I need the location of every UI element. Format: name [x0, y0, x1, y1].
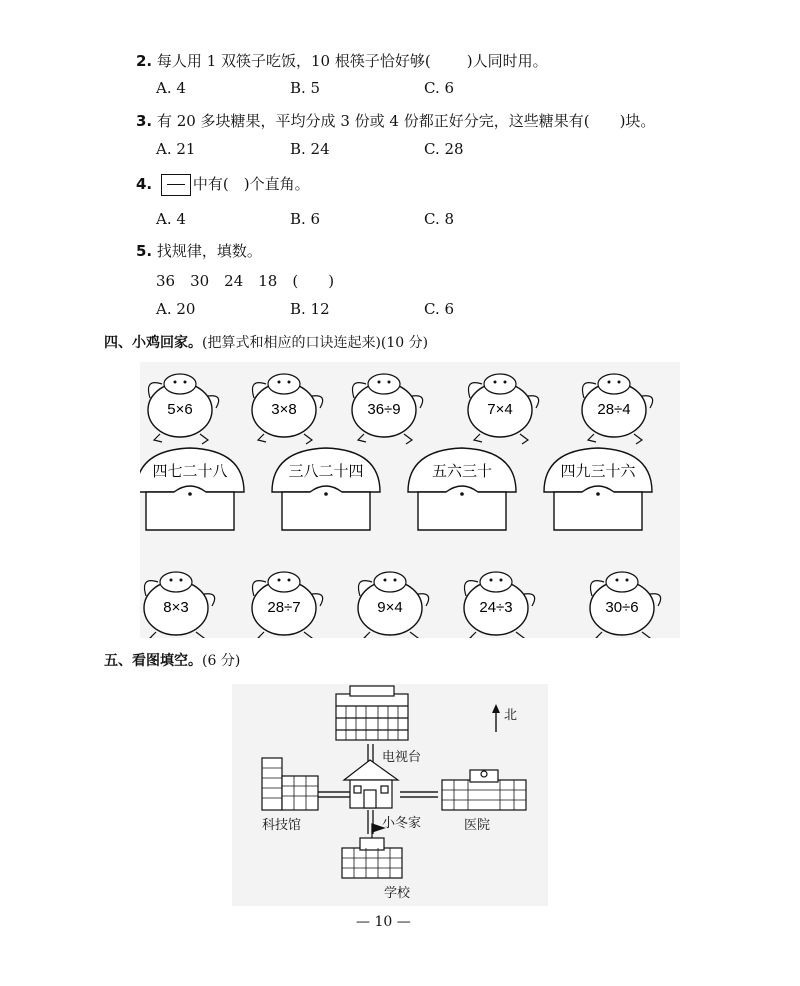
- chick-foot-icon: [474, 434, 482, 442]
- chick-head-icon: [268, 572, 300, 592]
- chick-head-icon: [160, 572, 192, 592]
- house-dot-icon: [460, 492, 464, 496]
- science-museum-building-icon: [262, 758, 318, 810]
- chick-head-icon: [268, 374, 300, 394]
- chick-foot-icon: [520, 434, 528, 444]
- chick-formula: 24÷3: [479, 599, 513, 616]
- section-title: 五、看图填空。: [104, 653, 202, 669]
- chick-head-icon: [374, 572, 406, 592]
- tv-station-label: 电视台: [382, 750, 422, 765]
- house-card[interactable]: [272, 448, 380, 530]
- science-museum-label: 科技馆: [262, 818, 302, 833]
- chick-formula: 36÷9: [367, 401, 401, 418]
- chick-foot-icon: [154, 434, 162, 442]
- chick-card[interactable]: [144, 572, 215, 638]
- chick-eye-icon: [388, 381, 391, 384]
- chick-foot-icon: [196, 632, 204, 638]
- question-number: 3.: [136, 112, 153, 130]
- chick-house-matching-area: [140, 362, 680, 638]
- house-dot-icon: [596, 492, 600, 496]
- chick-eye-icon: [384, 579, 387, 582]
- chick-formula: 5×6: [167, 401, 193, 418]
- chick-head-icon: [368, 374, 400, 394]
- chick-foot-icon: [258, 632, 266, 638]
- chick-formula: 28÷7: [267, 599, 301, 616]
- option-a: A. 21: [156, 140, 196, 158]
- chick-foot-icon: [150, 632, 158, 638]
- rectangle-figure: [161, 174, 191, 196]
- chick-card[interactable]: [464, 572, 535, 638]
- chick-foot-icon: [358, 434, 366, 442]
- chick-card[interactable]: [252, 374, 323, 444]
- question-text: 每人用 1 双筷子吃饭，10 根筷子恰好够(: [156, 52, 431, 70]
- question-5: [136, 240, 262, 261]
- matching-illustration: [140, 362, 680, 638]
- option-b: B. 6: [290, 210, 321, 228]
- chick-head-icon: [606, 572, 638, 592]
- chick-eye-icon: [608, 381, 611, 384]
- house-rhyme: 五六三十: [431, 462, 493, 480]
- question-text: 找规律，填数。: [156, 242, 262, 260]
- house-rhyme: 四九三十六: [560, 462, 636, 480]
- question-2: [136, 50, 548, 71]
- question-number: 4.: [136, 175, 153, 193]
- house-dot-icon: [324, 492, 328, 496]
- option-c: C. 6: [424, 300, 455, 318]
- chick-formula: 8×3: [163, 599, 189, 616]
- chick-eye-icon: [616, 579, 619, 582]
- chick-eye-icon: [288, 579, 291, 582]
- page-number-dash-left: —: [356, 914, 370, 930]
- chick-card[interactable]: [358, 572, 429, 638]
- option-b: B. 24: [290, 140, 330, 158]
- chick-eye-icon: [504, 381, 507, 384]
- option-c: C. 8: [424, 210, 455, 228]
- option-c: C. 6: [424, 79, 455, 97]
- home-label: 小冬家: [382, 816, 422, 831]
- chick-card[interactable]: [582, 374, 653, 444]
- chick-card[interactable]: [590, 572, 661, 638]
- chick-foot-icon: [364, 632, 372, 638]
- page-number-value: 10: [374, 914, 393, 930]
- chick-formula: 28÷4: [597, 401, 631, 418]
- chick-foot-icon: [200, 434, 208, 444]
- school-label: 学校: [384, 886, 411, 901]
- house-card[interactable]: [408, 448, 516, 530]
- chick-eye-icon: [180, 579, 183, 582]
- option-a: A. 20: [156, 300, 196, 318]
- question-number: 2.: [136, 52, 153, 70]
- house-dot-icon: [188, 492, 192, 496]
- question-number: 5.: [136, 242, 153, 260]
- chick-foot-icon: [304, 632, 312, 638]
- chick-card[interactable]: [148, 374, 219, 444]
- question-4: [136, 173, 310, 196]
- page-number: [356, 914, 411, 930]
- page-number-dash-right: —: [396, 914, 411, 930]
- chick-head-icon: [598, 374, 630, 394]
- house-rhyme: 三八二十四: [288, 462, 364, 480]
- question-text-end: )块。: [619, 112, 656, 130]
- chick-eye-icon: [278, 381, 281, 384]
- map-illustration: [232, 684, 548, 906]
- home-house-icon: [344, 760, 398, 808]
- option-b: B. 12: [290, 300, 330, 318]
- section-subtitle: (把算式和相应的口诀连起来)(10 分): [202, 335, 429, 351]
- chick-head-icon: [164, 374, 196, 394]
- north-label: 北: [504, 708, 518, 723]
- chick-eye-icon: [174, 381, 177, 384]
- section-title: 四、小鸡回家。: [104, 335, 202, 351]
- chick-eye-icon: [494, 381, 497, 384]
- chick-foot-icon: [404, 434, 412, 444]
- chick-formula: 30÷6: [605, 599, 639, 616]
- chick-eye-icon: [170, 579, 173, 582]
- chick-head-icon: [484, 374, 516, 394]
- chick-foot-icon: [410, 632, 418, 638]
- section-5-heading: [104, 650, 240, 670]
- chick-card[interactable]: [468, 374, 539, 444]
- hospital-label: 医院: [464, 818, 491, 833]
- chick-formula: 3×8: [271, 401, 297, 418]
- tv-station-building-icon: [336, 686, 408, 740]
- question-text: 有 20 多块糖果，平均分成 3 份或 4 份都正好分完，这些糖果有(: [156, 112, 590, 130]
- section-4-heading: [104, 332, 428, 352]
- north-arrow-icon: [492, 704, 500, 732]
- chick-foot-icon: [642, 632, 650, 638]
- section-subtitle: (6 分): [202, 653, 241, 669]
- house-card[interactable]: [544, 448, 652, 530]
- option-a: A. 4: [156, 210, 186, 228]
- chick-eye-icon: [500, 579, 503, 582]
- question-text-end: )人同时用。: [466, 52, 548, 70]
- chick-foot-icon: [588, 434, 596, 442]
- school-building-icon: [342, 824, 402, 878]
- hospital-building-icon: [442, 770, 526, 810]
- chick-formula: 7×4: [487, 401, 513, 418]
- option-a: A. 4: [156, 79, 186, 97]
- chick-eye-icon: [626, 579, 629, 582]
- option-c: C. 28: [424, 140, 464, 158]
- chick-foot-icon: [596, 632, 604, 638]
- chick-foot-icon: [634, 434, 642, 444]
- town-map: [232, 684, 548, 906]
- chick-eye-icon: [618, 381, 621, 384]
- chick-foot-icon: [516, 632, 524, 638]
- house-rhyme: 四七二十八: [152, 462, 228, 480]
- option-b: B. 5: [290, 79, 321, 97]
- chick-foot-icon: [470, 632, 478, 638]
- chick-card[interactable]: [252, 572, 323, 638]
- chick-foot-icon: [304, 434, 312, 444]
- chick-eye-icon: [184, 381, 187, 384]
- chick-card[interactable]: [352, 374, 423, 444]
- number-sequence: 36 30 24 18 ( ): [156, 272, 335, 290]
- house-card[interactable]: [140, 448, 244, 530]
- chick-eye-icon: [378, 381, 381, 384]
- chick-eye-icon: [394, 579, 397, 582]
- chick-eye-icon: [278, 579, 281, 582]
- chick-foot-icon: [258, 434, 266, 442]
- question-3: [136, 110, 655, 131]
- question-text: 中有( )个直角。: [192, 175, 310, 193]
- chick-eye-icon: [288, 381, 291, 384]
- chick-formula: 9×4: [377, 599, 403, 616]
- chick-eye-icon: [490, 579, 493, 582]
- chick-head-icon: [480, 572, 512, 592]
